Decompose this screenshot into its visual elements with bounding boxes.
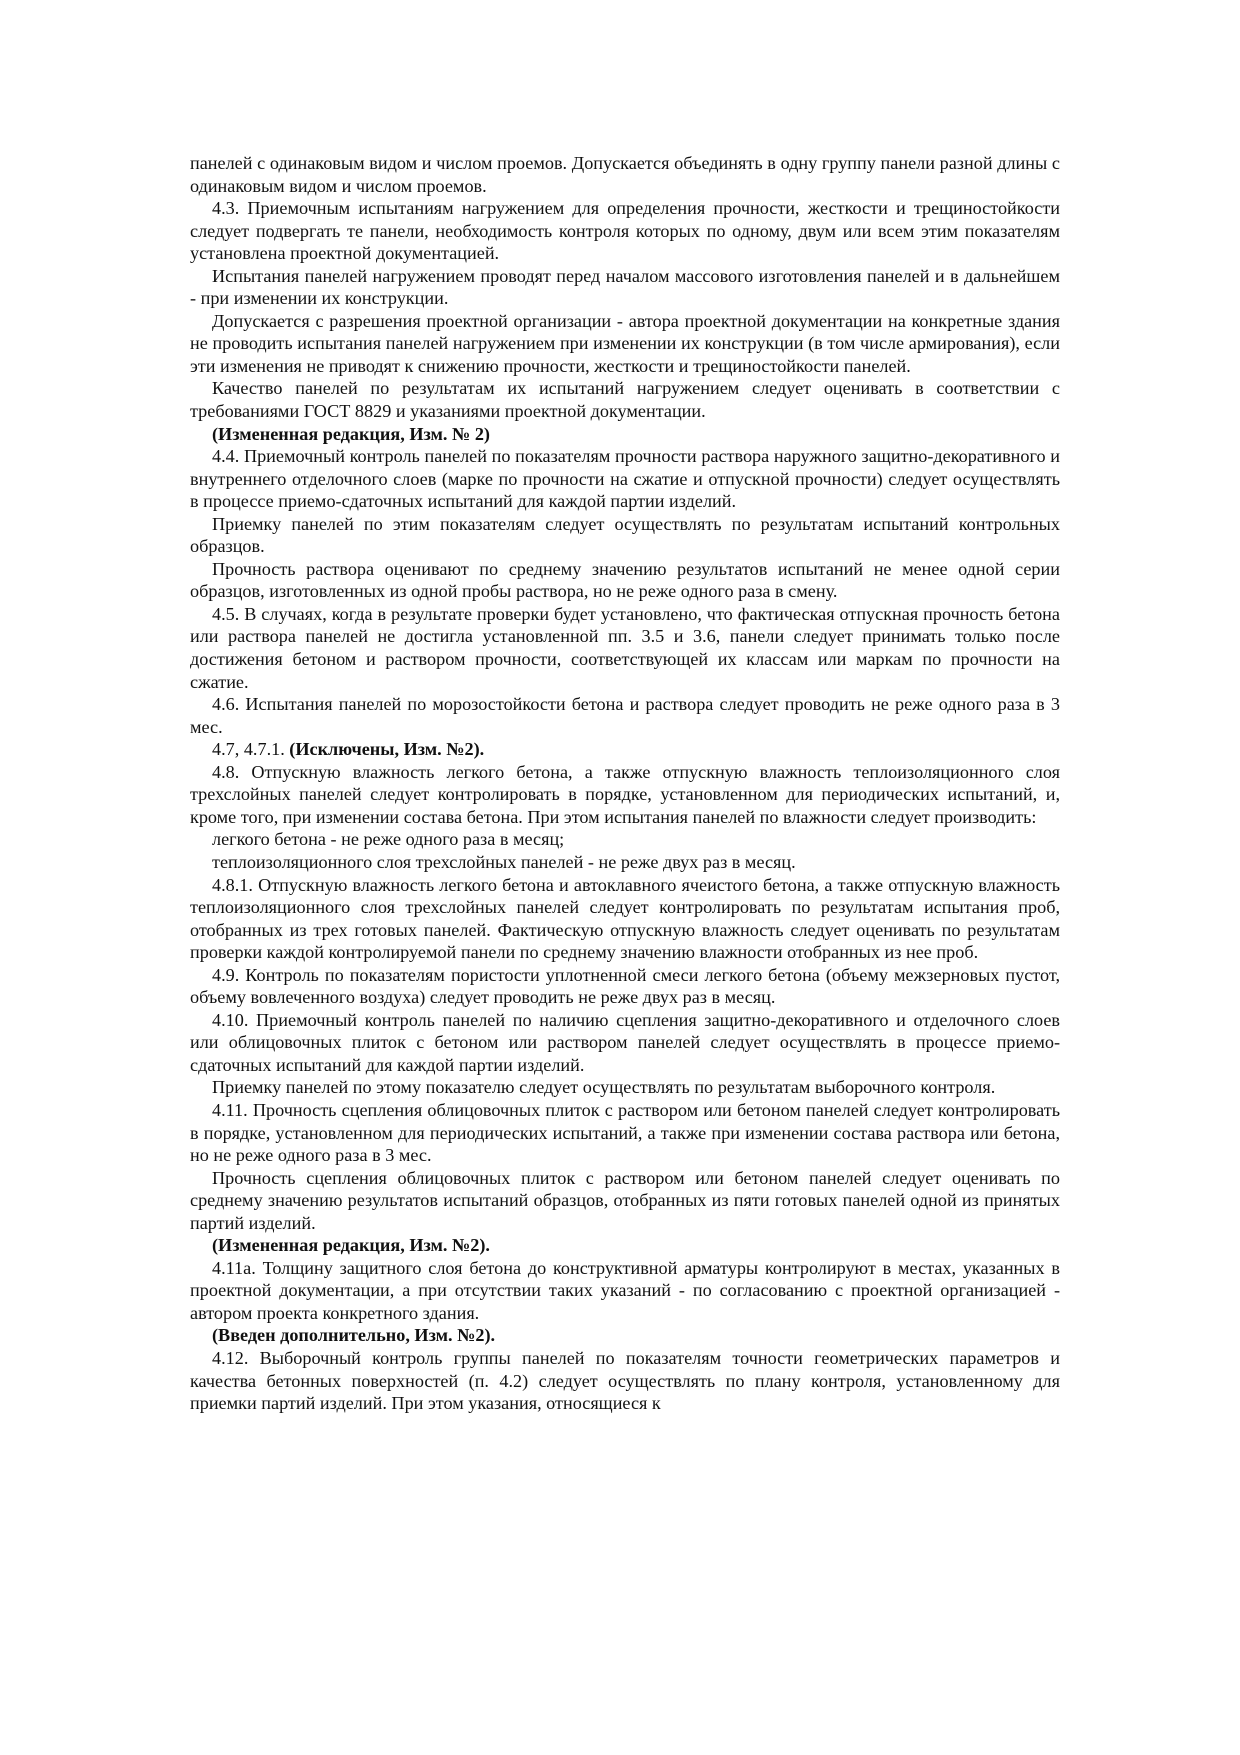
clause-4-12: 4.12. Выборочный контроль группы панелей по показателям точности геометрических параметров и качества бетонных поверхностей (п. 4.2) следует осуществлять по плану контроля, установленному для приемки партий изделий. При этом указания, относящиеся к (190, 1347, 1060, 1414)
clause-4-6: 4.6. Испытания панелей по морозостойкости бетона и раствора следует проводить не реже одного раза в 3 мес. (190, 694, 1060, 737)
clause-4-10: 4.10. Приемочный контроль панелей по наличию сцепления защитно-декоративного и отделочного слоев или облицовочных плиток с бетоном или раствором панелей следует осуществлять в процессе приемо-сдаточных испытаний для каждой партии изделий. (190, 1009, 1060, 1075)
clause-4-3: 4.3. Приемочным испытаниям нагружением для определения прочности, жесткости и трещиностойкости следует подвергать те панели, необходимость контроля которых по одному, двум или всем этим показателям установлена проектной документацией. (190, 198, 1060, 264)
clause-4-8-1: 4.8.1. Отпускную влажность легкого бетона и автоклавного ячеистого бетона, а также отпускную влажность теплоизоляционного слоя трехслойных панелей следует контролировать по результатам испытания проб, отобранных из трех готовых панелей. Фактическую отпускную влажность следует оценивать по результатам проверки каждой контролируемой панели по среднему значению влажности отобранных из нее проб. (190, 874, 1060, 963)
clause-number: 4.7, 4.7.1. (212, 739, 290, 760)
amendment-note: (Измененная редакция, Изм. №2). (212, 1235, 490, 1256)
clause-4-7 (190, 738, 1060, 761)
clause-4-9: 4.9. Контроль по показателям пористости уплотненной смеси легкого бетона (объему межзерновых пустот, объему вовлеченного воздуха) следует проводить не реже двух раз в месяц. (190, 964, 1060, 1008)
paragraph: Испытания панелей нагружением проводят перед началом массового изготовления панелей и в дальнейшем - при изменении их конструкции. (190, 265, 1060, 309)
list-item: легкого бетона - не реже одного раза в месяц; (212, 829, 565, 850)
clause-4-5: 4.5. В случаях, когда в результате проверки будет установлено, что фактическая отпускная прочность бетона или раствора панелей не достигла установленной пп. 3.5 и 3.6, панели следует принимать только после достижения бетоном и раствором прочности, соответствующей их классам или маркам по прочности на сжатие. (190, 603, 1060, 692)
paragraph: Прочность сцепления облицовочных плиток с раствором или бетоном панелей следует оценивать по среднему значению результатов испытаний образцов, отобранных из пяти готовых панелей одной из принятых партий изделий. (190, 1167, 1060, 1233)
clause-4-4: 4.4. Приемочный контроль панелей по показателям прочности раствора наружного защитно-декоративного и внутреннего отделочного слоев (марке по прочности на сжатие и отпускной прочности) следует осуществлять в процессе приемо-сдаточных испытаний для каждой партии изделий. (190, 446, 1060, 512)
document-body (190, 152, 1060, 1415)
paragraph: Допускается с разрешения проектной организации - автора проектной документации на конкретные здания не проводить испытания панелей нагружением при изменении их конструкции (в том числе армирования), если эти изменения не приводят к снижению прочности, жесткости и трещиностойкости панелей. (190, 310, 1060, 376)
paragraph: Качество панелей по результатам их испытаний нагружением следует оценивать в соответствии с требованиями ГОСТ 8829 и указаниями проектной документации. (190, 378, 1060, 422)
list-item: теплоизоляционного слоя трехслойных панелей - не реже двух раз в месяц. (212, 851, 796, 872)
clause-4-11: 4.11. Прочность сцепления облицовочных плиток с раствором или бетоном панелей следует контролировать в порядке, установленном для периодических испытаний, а также при изменении состава раствора или бетона, но не реже одного раза в 3 мес. (190, 1099, 1060, 1166)
paragraph: Приемку панелей по этому показателю следует осуществлять по результатам выборочного контроля. (212, 1077, 996, 1098)
amendment-note: (Измененная редакция, Изм. № 2) (212, 423, 490, 444)
paragraph: Прочность раствора оценивают по среднему значению результатов испытаний не менее одной серии образцов, изготовленных из одной пробы раствора, но не реже одного раза в смену. (190, 558, 1060, 602)
paragraph: Приемку панелей по этим показателям следует осуществлять по результатам испытаний контрольных образцов. (190, 513, 1060, 557)
clause-4-11a: 4.11а. Толщину защитного слоя бетона до конструктивной арматуры контролируют в местах, указанных в проектной документации, а при отсутствии таких указаний - по согласованию с проектной организацией - автором проекта конкретного здания. (190, 1257, 1060, 1323)
amendment-note: (Исключены, Изм. №2). (289, 739, 485, 760)
clause-4-8: 4.8. Отпускную влажность легкого бетона, а также отпускную влажность теплоизоляционного слоя трехслойных панелей следует контролировать в порядке, установленном для периодических испытаний, и, кроме того, при изменении состава бетона. При этом испытания панелей по влажности следует производить: (190, 761, 1060, 827)
amendment-note: (Введен дополнительно, Изм. №2). (212, 1325, 496, 1346)
paragraph: панелей с одинаковым видом и числом проемов. Допускается объединять в одну группу панели разной длины с одинаковым видом и числом проемов. (190, 153, 1060, 196)
